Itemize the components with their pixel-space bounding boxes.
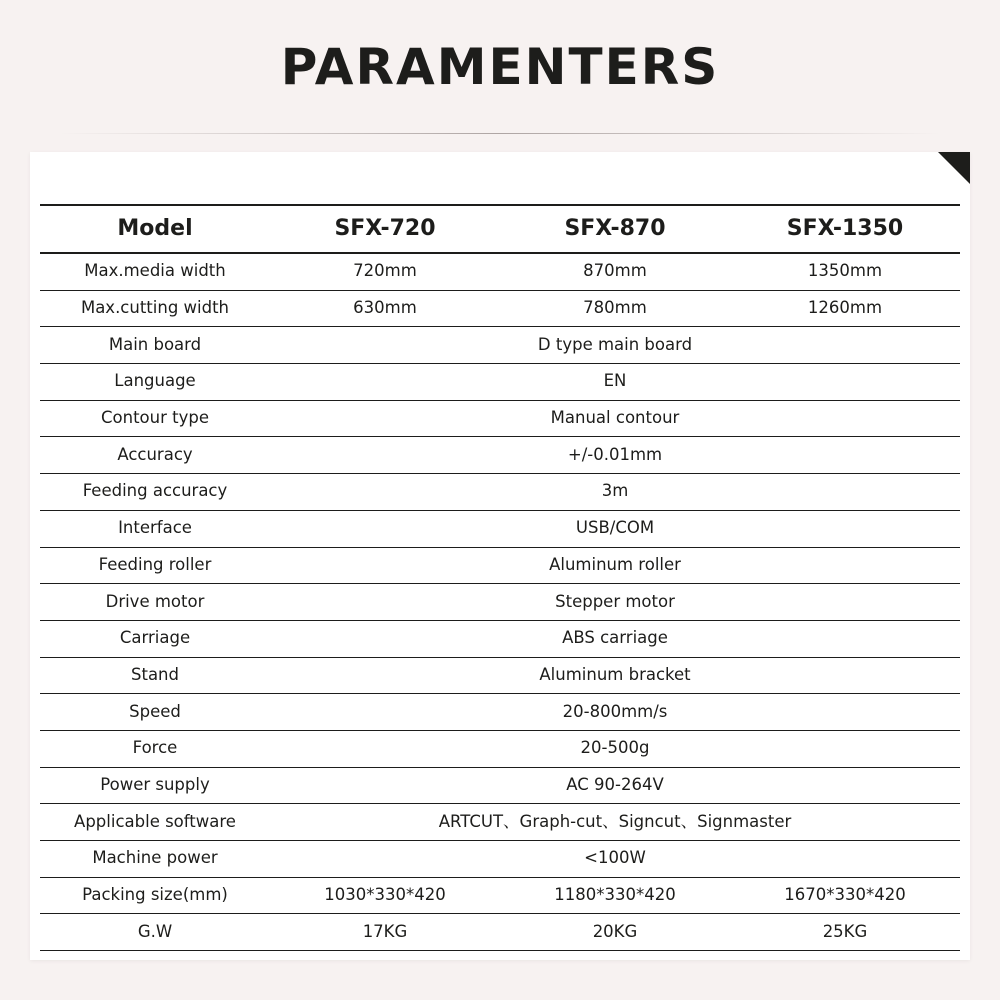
table-row (40, 730, 960, 767)
row-label: Machine power (40, 841, 270, 878)
row-value: 17KG (270, 914, 500, 951)
table-row (40, 547, 960, 584)
row-label: Accuracy (40, 437, 270, 474)
row-value-merged: 20-800mm/s (270, 694, 960, 731)
row-value: 20KG (500, 914, 730, 951)
table-row (40, 694, 960, 731)
table-row (40, 364, 960, 401)
row-value: 25KG (730, 914, 960, 951)
row-value: 870mm (500, 253, 730, 290)
row-value-merged: ARTCUT、Graph-cut、Signcut、Signmaster (270, 804, 960, 841)
table-row (40, 290, 960, 327)
row-value-merged: <100W (270, 841, 960, 878)
row-label: Power supply (40, 767, 270, 804)
row-value: 1670*330*420 (730, 877, 960, 914)
row-value: 630mm (270, 290, 500, 327)
row-value-merged: AC 90-264V (270, 767, 960, 804)
table-header-cell: SFX-720 (270, 205, 500, 253)
table-row (40, 437, 960, 474)
row-value-merged: Manual contour (270, 400, 960, 437)
row-value-merged: D type main board (270, 327, 960, 364)
row-value-merged: EN (270, 364, 960, 401)
table-row (40, 400, 960, 437)
row-label: G.W (40, 914, 270, 951)
row-label: Stand (40, 657, 270, 694)
table-row (40, 253, 960, 290)
title-area (0, 40, 1000, 95)
table-header-row (40, 205, 960, 253)
row-label: Interface (40, 510, 270, 547)
title-divider (60, 133, 940, 134)
row-label: Drive motor (40, 584, 270, 621)
page-title: PARAMENTERS (280, 38, 720, 96)
row-label: Max.media width (40, 253, 270, 290)
table-header-cell: SFX-1350 (730, 205, 960, 253)
table-row (40, 914, 960, 951)
row-label: Language (40, 364, 270, 401)
row-label: Packing size(mm) (40, 877, 270, 914)
table-row (40, 804, 960, 841)
row-value-merged: 3m (270, 474, 960, 511)
table-row (40, 620, 960, 657)
row-label: Force (40, 730, 270, 767)
row-label: Applicable software (40, 804, 270, 841)
row-value: 780mm (500, 290, 730, 327)
row-label: Contour type (40, 400, 270, 437)
row-value: 1350mm (730, 253, 960, 290)
row-value-merged: Aluminum roller (270, 547, 960, 584)
row-value: 1260mm (730, 290, 960, 327)
table-row (40, 877, 960, 914)
table-header-cell: SFX-870 (500, 205, 730, 253)
row-value: 1180*330*420 (500, 877, 730, 914)
table-header-model: Model (40, 205, 270, 253)
row-label: Carriage (40, 620, 270, 657)
table-row (40, 767, 960, 804)
row-label: Speed (40, 694, 270, 731)
table-row (40, 327, 960, 364)
table-row (40, 474, 960, 511)
row-label: Feeding accuracy (40, 474, 270, 511)
row-value-merged: USB/COM (270, 510, 960, 547)
table-row (40, 510, 960, 547)
spec-card (30, 152, 970, 960)
row-value: 720mm (270, 253, 500, 290)
row-value-merged: +/-0.01mm (270, 437, 960, 474)
row-label: Feeding roller (40, 547, 270, 584)
row-label: Max.cutting width (40, 290, 270, 327)
table-row (40, 841, 960, 878)
row-value: 1030*330*420 (270, 877, 500, 914)
table-row (40, 584, 960, 621)
row-value-merged: Aluminum bracket (270, 657, 960, 694)
row-label: Main board (40, 327, 270, 364)
row-value-merged: Stepper motor (270, 584, 960, 621)
table-row (40, 657, 960, 694)
specification-table (40, 204, 960, 951)
row-value-merged: ABS carriage (270, 620, 960, 657)
corner-fold-decoration (938, 152, 970, 184)
row-value-merged: 20-500g (270, 730, 960, 767)
